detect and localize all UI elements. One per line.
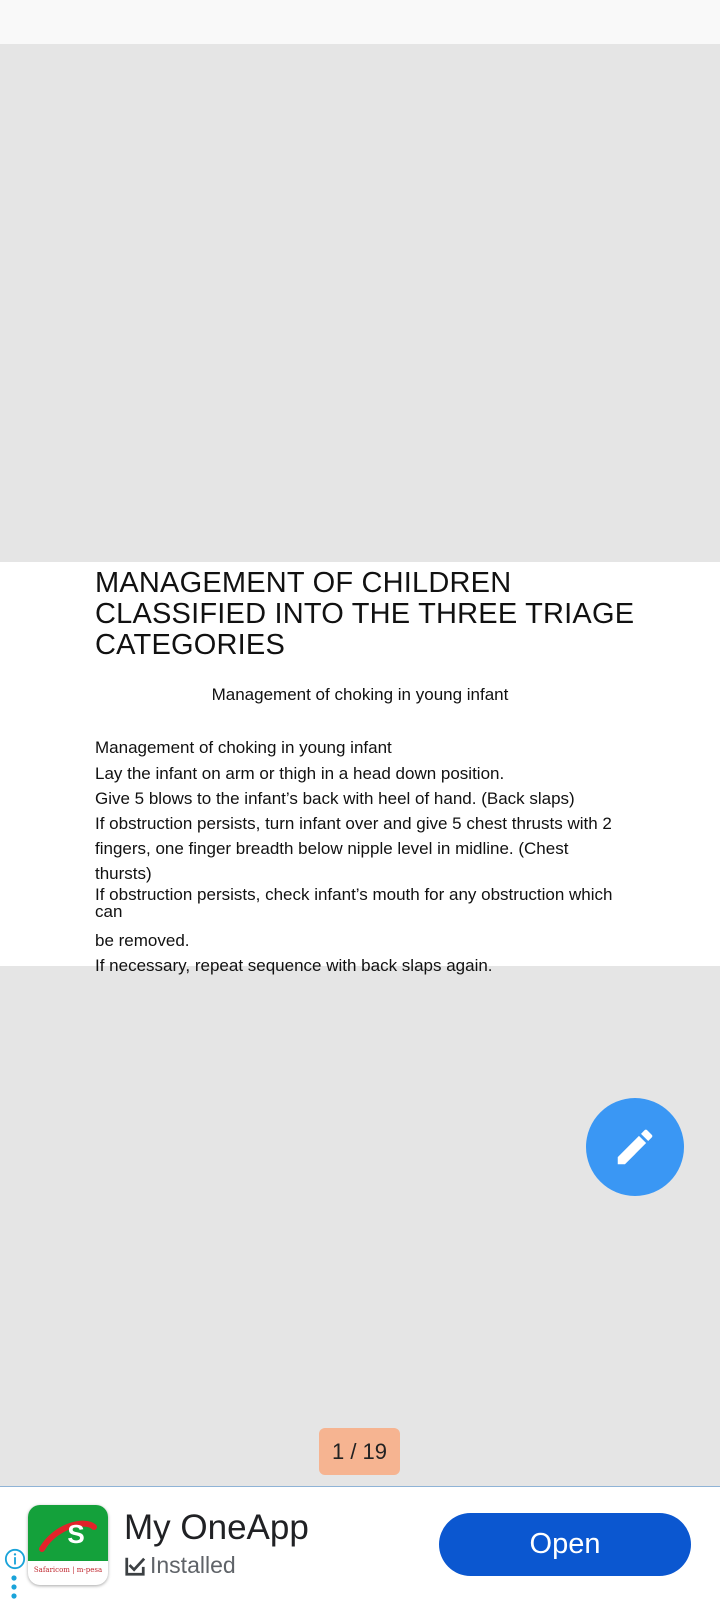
text-line: If obstruction persists, check infant’s mouth for any obstruction which: [95, 885, 613, 904]
info-icon[interactable]: [4, 1548, 26, 1570]
body-text: [95, 736, 625, 978]
text-line: can: [95, 902, 123, 921]
center-heading: Management of choking in young infant: [211, 685, 509, 704]
more-vert-icon[interactable]: [10, 1574, 18, 1600]
document-page: [0, 562, 720, 975]
app-icon-brand: Safaricom | m-pesa: [33, 1566, 103, 1574]
app-name: My OneApp: [124, 1508, 309, 1547]
installed-check-icon: [124, 1555, 146, 1577]
section-heading: Management of choking in young infant: [95, 738, 392, 757]
text-line: If necessary, repeat sequence with back slaps again.: [95, 956, 493, 975]
status-bar: [0, 0, 720, 44]
text-line: Give 5 blows to the infant’s back with heel of hand. (Back slaps): [95, 789, 575, 808]
text-line: Lay the infant on arm or thigh in a head down position.: [95, 764, 505, 783]
text-line: If obstruction persists, turn infant over and give 5 chest thrusts with 2: [95, 814, 612, 833]
text-line: be removed.: [95, 931, 190, 950]
installed-label: Installed: [150, 1552, 236, 1578]
open-button[interactable]: Open: [439, 1513, 691, 1576]
pencil-icon: [612, 1124, 658, 1170]
installed-status: [124, 1552, 236, 1579]
page-indicator: 1 / 19: [319, 1428, 400, 1475]
app-icon[interactable]: [28, 1505, 108, 1585]
text-line: fingers, one finger breadth below nipple level in midline. (Chest thursts): [95, 839, 569, 883]
edit-button[interactable]: [586, 1098, 684, 1196]
app-icon-letter: S: [67, 1519, 85, 1549]
page-title: MANAGEMENT OF CHILDREN CLASSIFIED INTO THE THREE TRIAGE CATEGORIES: [95, 567, 635, 661]
app-icon-green-area: [28, 1505, 108, 1561]
app-logo-icon: [28, 1505, 108, 1561]
